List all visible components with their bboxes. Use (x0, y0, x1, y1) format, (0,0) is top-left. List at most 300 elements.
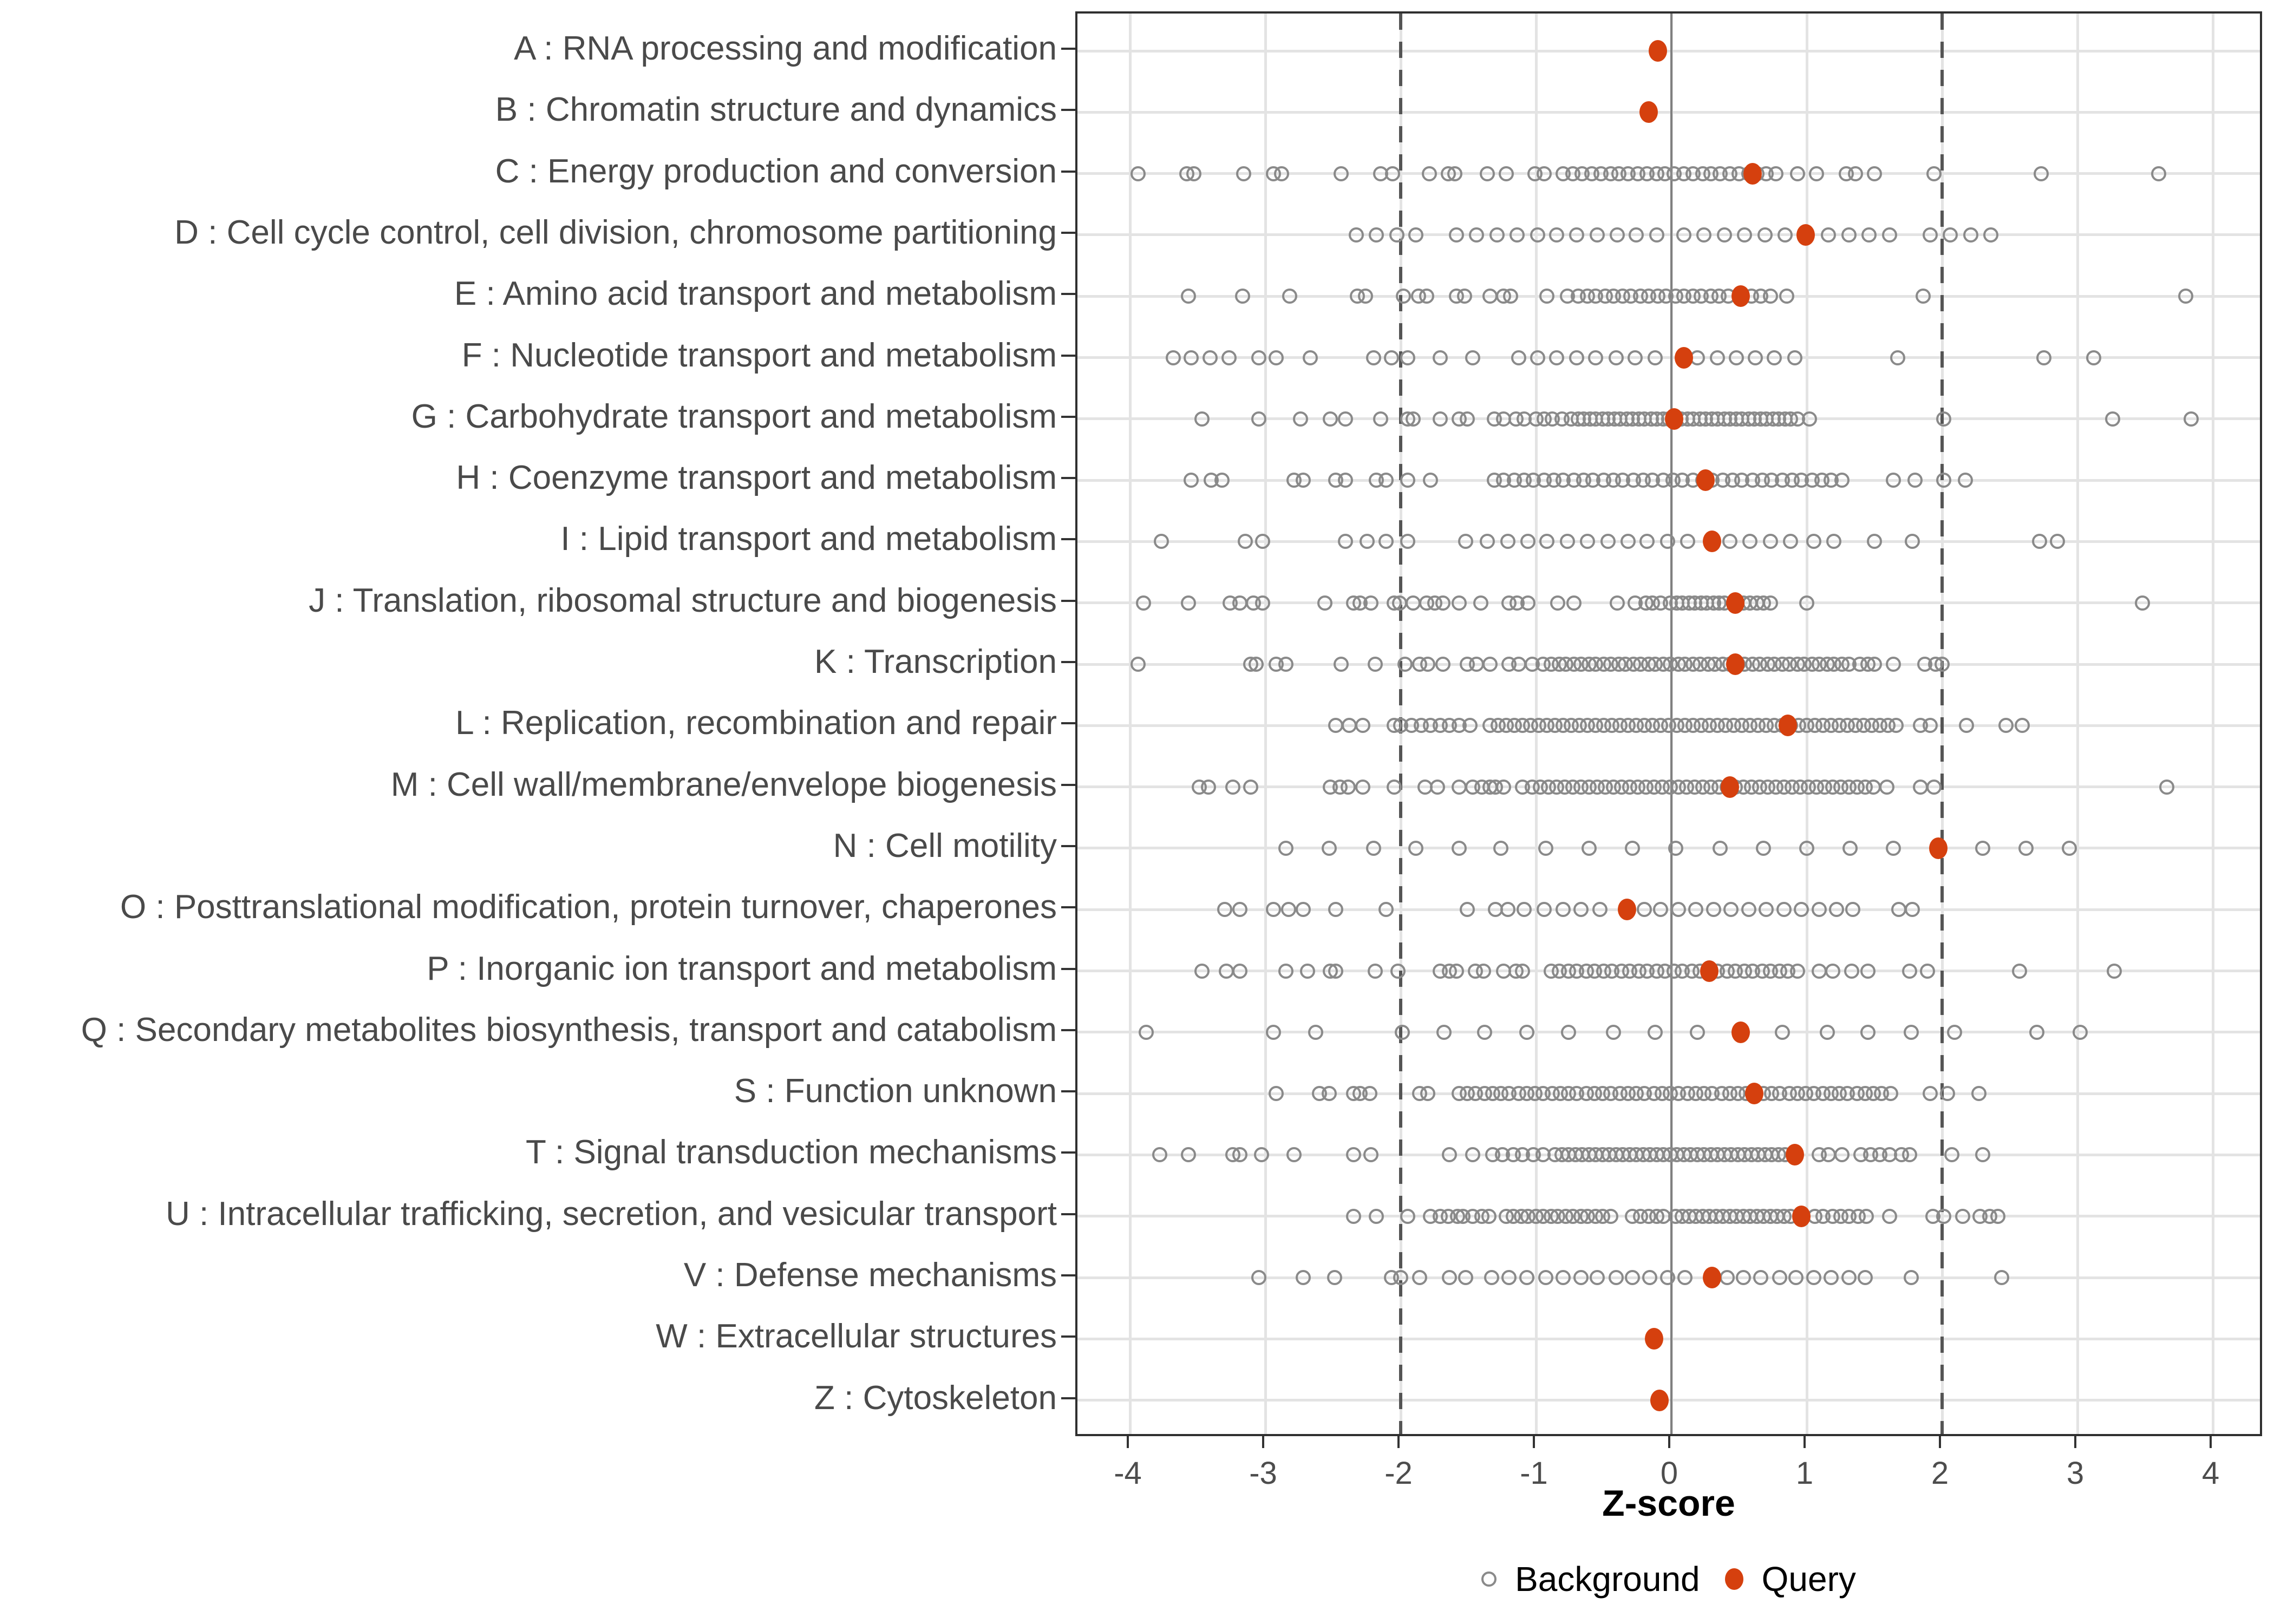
y-tick-mark (1061, 1151, 1075, 1154)
x-tick-label: 2 (1931, 1456, 1949, 1491)
query-point (1796, 224, 1815, 246)
category-label: E : Amino acid transport and metabolism (454, 275, 1057, 313)
background-point (1408, 841, 1423, 856)
background-point (1442, 1147, 1457, 1162)
background-point (1923, 227, 1938, 243)
background-point (1904, 1025, 1919, 1040)
h-gridline (1077, 50, 2260, 53)
background-point (2184, 411, 2199, 427)
background-point (1452, 841, 1467, 856)
background-point (1722, 534, 1737, 549)
background-point (1842, 841, 1858, 856)
background-point (1269, 350, 1284, 365)
background-point (1916, 289, 1931, 304)
background-point (1913, 780, 1928, 795)
background-point (1763, 534, 1778, 549)
background-point (1419, 289, 1434, 304)
y-tick-mark (1061, 477, 1075, 479)
background-point (1943, 227, 1958, 243)
background-point (1556, 1270, 1571, 1285)
category-label: K : Transcription (814, 643, 1057, 680)
background-point (1763, 289, 1778, 304)
h-gridline (1077, 908, 2260, 911)
background-point (2105, 411, 2120, 427)
background-point (1278, 657, 1293, 672)
background-point (1349, 227, 1364, 243)
background-point (1890, 350, 1905, 365)
x-tick-label: 3 (2066, 1456, 2084, 1491)
background-point (1232, 595, 1247, 611)
background-point (1300, 964, 1315, 979)
background-point (1845, 902, 1860, 917)
background-point (1812, 902, 1827, 917)
background-point (1500, 534, 1515, 549)
background-point (1860, 1025, 1876, 1040)
y-tick-mark (1061, 293, 1075, 295)
background-point (1905, 534, 1920, 549)
background-point (1713, 841, 1728, 856)
background-point (1496, 780, 1511, 795)
background-point (1251, 1270, 1266, 1285)
legend-item-background (1481, 1559, 1700, 1599)
category-label: G : Carbohydrate transport and metabolism (411, 397, 1057, 435)
background-point (1799, 595, 1814, 611)
background-point (1907, 473, 1923, 488)
background-point (1194, 964, 1210, 979)
background-point (1422, 166, 1437, 181)
y-tick-mark (1061, 722, 1075, 724)
background-point (1809, 166, 1824, 181)
background-point (1480, 534, 1495, 549)
background-point (1334, 166, 1349, 181)
background-point (1423, 473, 1438, 488)
background-point (1696, 227, 1711, 243)
background-point (1772, 1270, 1787, 1285)
background-point (1768, 166, 1783, 181)
background-point (1920, 964, 1935, 979)
background-point (1473, 595, 1488, 611)
background-point (1251, 350, 1266, 365)
h-gridline (1077, 111, 2260, 114)
background-point (1520, 595, 1535, 611)
background-point (1373, 411, 1388, 427)
category-label: C : Energy production and conversion (495, 152, 1057, 190)
background-point (1510, 227, 1525, 243)
background-point (1923, 718, 1938, 733)
background-point (1217, 902, 1232, 917)
background-point (1342, 718, 1357, 733)
background-point (1834, 1147, 1850, 1162)
background-point (1243, 780, 1258, 795)
legend-label-query: Query (1761, 1560, 1856, 1599)
background-point (1465, 350, 1480, 365)
category-label: V : Defense mechanisms (683, 1256, 1057, 1294)
background-point (1642, 1270, 1657, 1285)
background-point (1861, 227, 1877, 243)
background-point (1603, 1209, 1618, 1224)
background-point (1480, 166, 1495, 181)
background-point (1936, 411, 1951, 427)
background-point (1442, 1270, 1457, 1285)
x-tick-label: -2 (1384, 1456, 1413, 1491)
background-point (1560, 534, 1575, 549)
background-point (1184, 473, 1199, 488)
background-point (1539, 534, 1554, 549)
background-point (1824, 1270, 1839, 1285)
background-point (1860, 964, 1876, 979)
background-point (1963, 227, 1978, 243)
background-point (1154, 534, 1169, 549)
background-point (1763, 595, 1778, 611)
background-point (2107, 964, 2122, 979)
query-point (1703, 1267, 1721, 1288)
query-point (1639, 101, 1658, 123)
background-point (1387, 780, 1402, 795)
x-tick-mark (1668, 1436, 1670, 1448)
background-point (2050, 534, 2065, 549)
background-point (1573, 1270, 1589, 1285)
y-tick-mark (1061, 416, 1075, 418)
category-label: P : Inorganic ion transport and metabolism (427, 949, 1057, 987)
background-point (1600, 534, 1616, 549)
background-point (1756, 841, 1771, 856)
background-point (1649, 227, 1664, 243)
background-point (1378, 534, 1394, 549)
background-point (1412, 1270, 1427, 1285)
y-tick-mark (1061, 845, 1075, 847)
background-point (1184, 350, 1199, 365)
v-gridline (1129, 14, 1132, 1434)
background-point (1806, 534, 1821, 549)
background-point (1469, 657, 1484, 672)
background-point (1430, 780, 1445, 795)
background-point (1844, 964, 1859, 979)
background-point (1346, 1147, 1361, 1162)
background-point (1653, 902, 1668, 917)
category-label: Z : Cytoskeleton (814, 1379, 1057, 1417)
background-point (1550, 595, 1565, 611)
background-point (1378, 473, 1394, 488)
background-point (1736, 1270, 1751, 1285)
background-point (1729, 350, 1744, 365)
background-point (1561, 1025, 1576, 1040)
background-point (2015, 718, 2030, 733)
background-point (1281, 902, 1296, 917)
y-tick-mark (1061, 1213, 1075, 1215)
background-point (1753, 1270, 1768, 1285)
background-point (1482, 657, 1498, 672)
background-point (1238, 534, 1253, 549)
background-point (1668, 841, 1683, 856)
y-tick-mark (1061, 171, 1075, 173)
background-point (1588, 350, 1603, 365)
background-point (1362, 1086, 1377, 1101)
background-point (1775, 1025, 1790, 1040)
x-axis-title: Z-score (1602, 1483, 1735, 1524)
background-point (1366, 841, 1381, 856)
background-point (1363, 1147, 1378, 1162)
background-point (1610, 595, 1625, 611)
background-point (1886, 657, 1901, 672)
background-point (2036, 350, 2051, 365)
background-point (1867, 534, 1882, 549)
background-point (1360, 534, 1375, 549)
background-point (1539, 289, 1554, 304)
background-point (1389, 227, 1404, 243)
query-point (1779, 715, 1797, 736)
background-point (1556, 902, 1571, 917)
background-point (1723, 902, 1739, 917)
background-point (1296, 1270, 1311, 1285)
background-point (1660, 534, 1675, 549)
x-tick-label: -4 (1114, 1456, 1142, 1491)
background-point (1537, 902, 1552, 917)
background-point (1821, 1147, 1836, 1162)
background-point (1883, 1086, 1898, 1101)
y-tick-mark (1061, 355, 1075, 357)
query-point (1745, 1083, 1763, 1104)
background-point (1341, 780, 1356, 795)
background-point (1501, 1270, 1517, 1285)
background-point (1867, 166, 1882, 181)
background-point (1131, 166, 1146, 181)
background-point (1648, 350, 1663, 365)
background-point (1519, 1025, 1534, 1040)
background-point (1936, 473, 1951, 488)
y-tick-mark (1061, 661, 1075, 663)
background-point (1393, 1270, 1408, 1285)
background-point (1384, 350, 1399, 365)
background-point (1582, 841, 1597, 856)
background-point (2029, 1025, 2044, 1040)
background-point (1181, 1147, 1196, 1162)
background-point (1975, 841, 1990, 856)
background-point (1266, 902, 1281, 917)
background-point (1926, 780, 1942, 795)
query-point (1696, 469, 1715, 491)
background-point (1232, 964, 1247, 979)
background-point (1317, 595, 1332, 611)
background-point (1882, 1209, 1897, 1224)
background-point (2034, 166, 2049, 181)
y-tick-mark (1061, 906, 1075, 908)
background-point (1255, 595, 1270, 611)
category-label: N : Cell motility (833, 827, 1057, 865)
background-point (1706, 902, 1721, 917)
background-point (1741, 902, 1756, 917)
category-label: J : Translation, ribosomal structure and biogenesis (309, 581, 1057, 619)
background-point (1648, 1025, 1663, 1040)
background-point (1859, 1209, 1874, 1224)
background-point (1841, 1270, 1857, 1285)
x-tick-mark (1939, 1436, 1941, 1448)
x-tick-mark (1533, 1436, 1535, 1448)
background-point (1458, 534, 1473, 549)
background-point (1249, 657, 1264, 672)
background-point (1902, 964, 1917, 979)
background-point (1886, 841, 1901, 856)
background-point (1958, 473, 1973, 488)
background-point (1710, 350, 1725, 365)
category-label: S : Function unknown (734, 1072, 1057, 1110)
background-point (1717, 227, 1732, 243)
y-tick-mark (1061, 784, 1075, 786)
background-point (1406, 411, 1421, 427)
background-point (1484, 1270, 1499, 1285)
category-label: M : Cell wall/membrane/envelope biogenesis (390, 765, 1057, 803)
background-point (1688, 902, 1703, 917)
background-point (1905, 902, 1920, 917)
background-point (1328, 718, 1343, 733)
background-point (1926, 166, 1942, 181)
background-point (1433, 350, 1448, 365)
background-point (1620, 534, 1636, 549)
background-point (1959, 718, 1974, 733)
background-point (1940, 1086, 1955, 1101)
background-point (1232, 1147, 1247, 1162)
x-tick-label: 4 (2201, 1456, 2220, 1491)
background-point (1902, 1147, 1917, 1162)
background-point (1481, 1209, 1497, 1224)
background-point (1465, 1147, 1480, 1162)
query-point (1703, 531, 1721, 552)
background-point (1396, 289, 1411, 304)
y-tick-mark (1061, 1335, 1075, 1338)
background-point (1748, 350, 1763, 365)
background-point (2073, 1025, 2088, 1040)
background-point (1737, 227, 1752, 243)
query-point (1721, 776, 1739, 798)
background-point (1266, 1025, 1281, 1040)
background-point (1435, 657, 1450, 672)
background-point (1232, 902, 1247, 917)
background-point (1363, 595, 1378, 611)
background-point (1166, 350, 1181, 365)
background-point (1457, 289, 1472, 304)
background-point (2086, 350, 2101, 365)
background-point (1308, 1025, 1323, 1040)
background-point (1848, 166, 1863, 181)
background-point (1152, 1147, 1167, 1162)
category-label: A : RNA processing and modification (514, 30, 1057, 67)
background-point (1131, 657, 1146, 672)
background-point (1328, 902, 1343, 917)
background-point (1904, 1270, 1919, 1285)
background-point (1537, 166, 1552, 181)
background-point (1236, 166, 1251, 181)
x-tick-label: -1 (1520, 1456, 1548, 1491)
background-point (1369, 227, 1384, 243)
background-point (1358, 289, 1373, 304)
background-point (1462, 718, 1478, 733)
background-point (1580, 534, 1595, 549)
query-point (1665, 408, 1683, 430)
x-tick-mark (2074, 1436, 2076, 1448)
background-point (1825, 964, 1840, 979)
background-point (1625, 841, 1640, 856)
background-point (1436, 1025, 1452, 1040)
background-point (1742, 534, 1757, 549)
background-point (1955, 1209, 1970, 1224)
background-point (1368, 657, 1383, 672)
background-point (1201, 780, 1216, 795)
background-point (1449, 964, 1464, 979)
background-point (2062, 841, 2077, 856)
background-point (1293, 411, 1308, 427)
background-point (1983, 227, 1998, 243)
background-point (1573, 902, 1589, 917)
query-point (1645, 1328, 1663, 1350)
query-point (1731, 285, 1750, 307)
background-point (1395, 1025, 1410, 1040)
y-tick-mark (1061, 1090, 1075, 1092)
category-label: H : Coenzyme transport and metabolism (456, 459, 1057, 497)
x-tick-label: 1 (1795, 1456, 1814, 1491)
legend (1127, 1549, 2210, 1609)
background-point (1181, 289, 1196, 304)
background-point (1879, 780, 1894, 795)
background-point (1530, 350, 1545, 365)
query-point (1700, 960, 1718, 982)
category-label: U : Intracellular trafficking, secretion, and vesicular transport (165, 1195, 1057, 1233)
background-point (1214, 473, 1230, 488)
background-point (1891, 902, 1906, 917)
background-point (1408, 227, 1423, 243)
background-point (1549, 227, 1564, 243)
background-point (1511, 657, 1526, 672)
h-gridline (1077, 1399, 2260, 1402)
background-point (1866, 780, 1881, 795)
background-point (1886, 473, 1901, 488)
background-point (1590, 1270, 1605, 1285)
background-point (1994, 1270, 2009, 1285)
background-point (1625, 1270, 1640, 1285)
plot-panel (1075, 11, 2262, 1436)
background-point (1515, 964, 1530, 979)
background-point (1767, 350, 1782, 365)
background-point (1460, 902, 1475, 917)
background-point (1327, 1270, 1342, 1285)
background-point (1447, 166, 1462, 181)
background-point (1369, 1209, 1384, 1224)
background-point (1282, 289, 1297, 304)
background-point (1420, 1086, 1435, 1101)
background-point (1779, 289, 1794, 304)
background-point (1829, 902, 1844, 917)
background-point (1458, 1270, 1473, 1285)
background-point (1400, 350, 1415, 365)
background-point (1489, 227, 1505, 243)
background-point (1606, 1025, 1621, 1040)
background-point (1322, 1086, 1337, 1101)
background-point (1136, 595, 1151, 611)
query-point (1726, 653, 1744, 675)
background-point (1569, 350, 1584, 365)
background-point (1720, 1270, 1735, 1285)
background-point (1628, 350, 1643, 365)
background-point (1406, 595, 1421, 611)
background-point (1511, 350, 1526, 365)
background-point (1990, 1209, 2005, 1224)
background-point (1254, 1147, 1269, 1162)
query-point (1726, 592, 1744, 614)
background-point (1500, 902, 1515, 917)
background-point (1203, 350, 1218, 365)
background-point (2018, 841, 2034, 856)
x-tick-label: -3 (1249, 1456, 1277, 1491)
query-point (1649, 40, 1667, 62)
background-point (1296, 473, 1311, 488)
